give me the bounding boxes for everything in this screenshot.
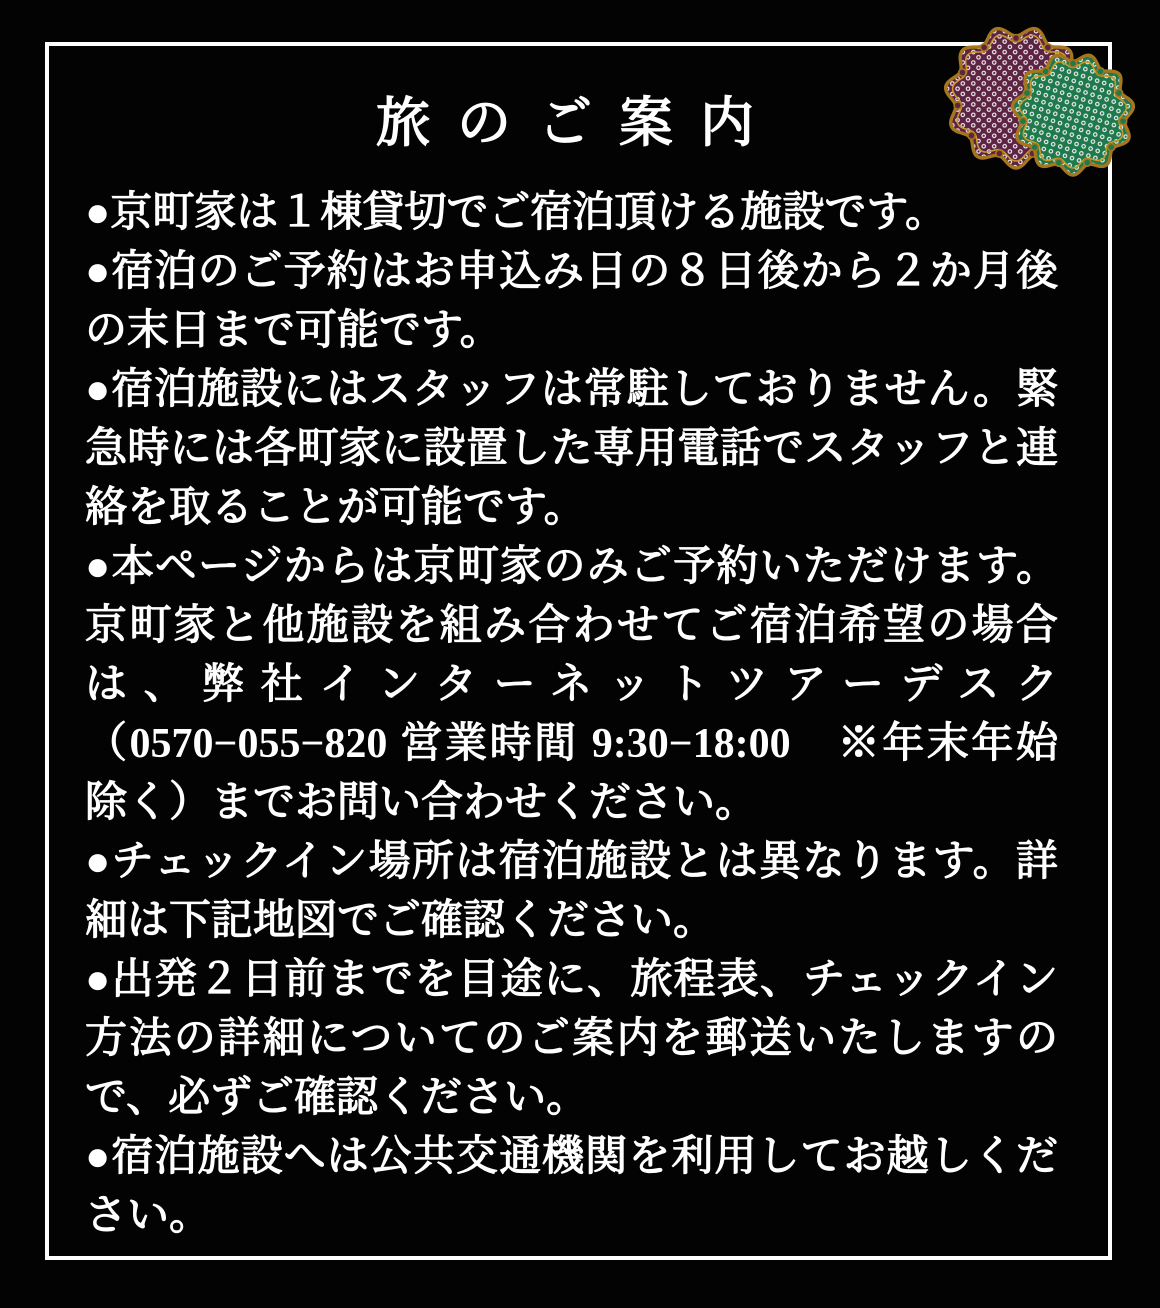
note-item: ●宿泊施設へは公共交通機関を利用してお越しください。	[85, 1134, 1058, 1239]
info-panel-frame	[45, 42, 1112, 1260]
note-item: ●出発２日前までを目途に、旅程表、チェックイン方法の詳細についてのご案内を郵送いたしますので、必ずご確認ください。	[85, 957, 1058, 1121]
shibori-crest-decoration	[900, 5, 1150, 190]
note-item: ●京町家は１棟貸切でご宿泊頂ける施設です。	[85, 190, 948, 236]
note-item: ●チェックイン場所は宿泊施設とは異なります。詳細は下記地図でご確認ください。	[85, 839, 1058, 944]
page-title: 旅のご案内	[376, 93, 781, 153]
note-item: ●宿泊施設にはスタッフは常駐しておりません。緊急時には各町家に設置した専用電話でスタッフと連絡を取ることが可能です。	[85, 367, 1058, 531]
note-item: ●本ページからは京町家のみご予約いただけます。京町家と他施設を組み合わせてご宿泊希望の場合は、弊社インターネットツアーデスク（0570−055−820 営業時間 9:30−18:00 ※年末年始除く）までお問い合わせください。	[85, 544, 1058, 826]
note-item: ●宿泊のご予約はお申込み日の８日後から２か月後の末日まで可能です。	[85, 249, 1058, 354]
notes-list	[49, 184, 1108, 1246]
